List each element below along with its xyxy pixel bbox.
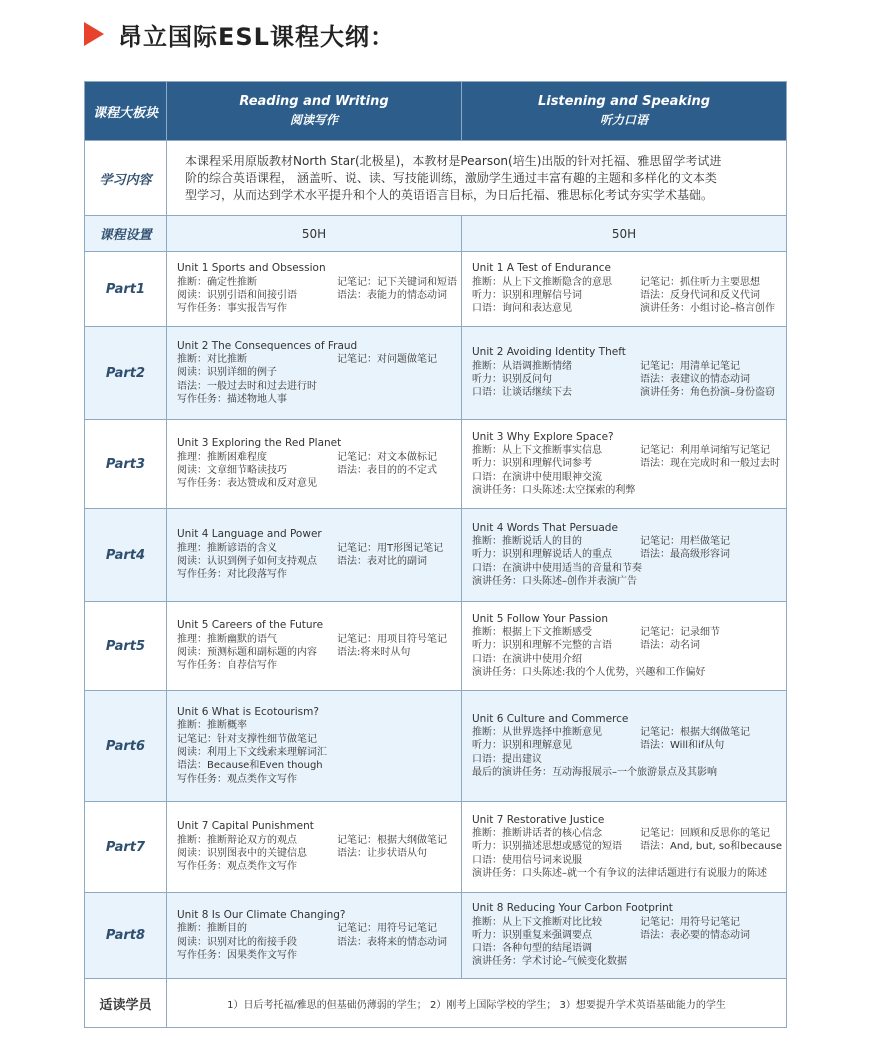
topic-line <box>177 568 455 581</box>
topic-line <box>472 639 780 652</box>
part-row <box>85 691 787 802</box>
part-rw-cell <box>167 691 462 802</box>
topic-right: 语法：Will和if从句 <box>640 740 725 752</box>
part-label: Part8 <box>85 893 167 979</box>
topic-left: 推断：推断辩论双方的观点 <box>177 834 297 846</box>
unit-title: Unit 2 Avoiding Identity Theft <box>472 346 626 359</box>
topic-left: 推断：从上下文推断隐含的意思 <box>472 276 612 288</box>
topic-right: 记笔记：对文本做标记 <box>337 451 437 463</box>
topic-left: 推断：确定性推断 <box>177 276 257 288</box>
topic-left: 阅读：识别引语和间接引语 <box>177 290 297 301</box>
topic-right: 记笔记：根据大纲做笔记 <box>337 834 447 846</box>
topic-left: 推断：推断讲话者的核心信念 <box>472 828 602 840</box>
topic-line <box>177 719 455 732</box>
part-row <box>85 327 787 420</box>
topic-left: 阅读：文章细节略读技巧 <box>177 465 287 476</box>
part-rw-cell <box>167 893 462 979</box>
audience-label: 适读学员 <box>85 979 167 1028</box>
topic-right: 记笔记：根据大纲做笔记 <box>640 727 750 739</box>
topic-left: 推理：推断谚语的含义 <box>177 542 277 554</box>
content-line-1: 本课程采用原版教材North Star(北极星)，本教材是Pearson(培生)出版的针对托福、雅思留学考试进 <box>185 153 722 168</box>
topic-left: 口语：在演讲中使用眼神交流 <box>472 471 602 483</box>
topic-left: 推断：从世界选择中推断意见 <box>472 727 602 739</box>
part-row <box>85 420 787 509</box>
topic-right: 语法：表目的的不定式 <box>337 465 437 476</box>
topic-left: 阅读：识别详细的例子 <box>177 367 277 379</box>
header-row <box>85 82 787 141</box>
topic-right: 语法：最高级形容词 <box>640 549 730 561</box>
topic-line <box>472 289 780 302</box>
part-row <box>85 509 787 602</box>
setup-label: 课程设置 <box>85 216 167 252</box>
topic-left: 阅读：预测标题和副标题的内容 <box>177 647 317 658</box>
part-ls-cell <box>462 420 787 509</box>
topic-left: 推理：推断困难程度 <box>177 451 267 463</box>
topic-left: 推断：推断目的 <box>177 923 247 935</box>
unit-title: Unit 7 Capital Punishment <box>177 820 314 833</box>
topic-left: 演讲任务：口头陈述:我的个人优势，兴趣和工作偏好 <box>472 666 706 678</box>
topic-right: 记笔记：回顾和反思你的笔记 <box>640 828 770 840</box>
topic-line <box>177 366 455 379</box>
topic-left: 语法：一般过去时和过去进行时 <box>177 380 317 392</box>
unit-title: Unit 1 A Test of Endurance <box>472 262 611 275</box>
part-ls-cell <box>462 509 787 602</box>
unit-title: Unit 5 Follow Your Passion <box>472 612 608 625</box>
topic-right: 语法：表能力的情态动词 <box>337 290 447 301</box>
topic-line <box>472 471 780 484</box>
topic-right: 语法:将来时从句 <box>337 647 411 658</box>
setup-rw-hours: 50H <box>167 216 462 252</box>
topic-left: 口语：询问和表达意见 <box>472 303 572 315</box>
topic-line <box>177 860 455 873</box>
content-label: 学习内容 <box>85 141 167 216</box>
topic-line <box>472 373 780 386</box>
topic-line <box>177 633 455 646</box>
part-label: Part4 <box>85 509 167 602</box>
setup-ls-hours: 50H <box>462 216 787 252</box>
part-rw-cell <box>167 327 462 420</box>
topic-left: 推断：从上下文推断事实信息 <box>472 445 602 457</box>
topic-left: 记笔记：针对支撑性细节做笔记 <box>177 733 317 745</box>
content-line-2: 阶的综合英语课程， 涵盖听、说、读、写技能训练，激励学生通过丰富有趣的主题和多样化的文本类 <box>185 170 717 185</box>
content-line-3: 型学习，从而达到学术水平提升和个人的英语语言目标，为日后托福、雅思标化考试夯实学术基础。 <box>185 187 714 202</box>
topic-line <box>472 666 780 679</box>
topic-left: 写作任务：表达赞成和反对意见 <box>177 478 317 490</box>
header-rw <box>167 82 462 141</box>
topic-left: 写作任务：对比段落写作 <box>177 569 287 581</box>
part-label: Part7 <box>85 802 167 893</box>
topic-line <box>177 464 455 477</box>
topic-line <box>177 834 455 847</box>
part-rw-cell <box>167 509 462 602</box>
unit-title: Unit 3 Exploring the Red Planet <box>177 437 342 450</box>
topic-right: 记笔记：抓住听力主要思想 <box>640 276 760 288</box>
topic-line <box>177 451 455 464</box>
topic-line <box>177 659 455 672</box>
unit-title: Unit 8 Reducing Your Carbon Footprint <box>472 902 673 915</box>
topic-line <box>177 289 455 302</box>
header-ls-en: Listening and Speaking <box>537 94 711 109</box>
topic-left: 口语：让谈话继续下去 <box>472 387 572 399</box>
page-title: 昂立国际ESL课程大纲： <box>118 22 395 51</box>
topic-right: 记笔记：用栏做笔记 <box>640 536 730 548</box>
topic-line <box>177 542 455 555</box>
topic-right: 语法：表对比的副词 <box>337 556 427 567</box>
header-rw-zh: 阅读写作 <box>289 113 338 127</box>
unit-title: Unit 1 Sports and Obsession <box>177 262 326 275</box>
topic-right: 记笔记：用T形图记笔记 <box>337 542 444 554</box>
topic-right: 记笔记：用项目符号笔记 <box>337 633 447 645</box>
topic-line <box>472 827 780 840</box>
topic-left: 推理：推断幽默的语气 <box>177 633 277 645</box>
topic-right: 语法：And, but, so和because <box>640 841 783 853</box>
topic-line <box>472 360 780 373</box>
syllabus-table <box>84 81 787 1028</box>
topic-left: 推断：从语调推断情绪 <box>472 360 572 372</box>
topic-line <box>472 562 780 575</box>
setup-row <box>85 216 787 252</box>
topic-line <box>472 766 780 779</box>
topic-right: 语法：反身代词和反义代词 <box>640 290 760 301</box>
topic-line <box>472 535 780 548</box>
topic-left: 听力：识别和理解不完整的言语 <box>472 640 612 652</box>
topic-line <box>177 847 455 860</box>
topic-left: 写作任务：描述物地人事 <box>177 393 287 405</box>
topic-right: 语法：表建议的情态动词 <box>640 374 750 385</box>
part-ls-cell <box>462 602 787 691</box>
topic-left: 口语：使用信号词来说服 <box>472 854 582 866</box>
topic-left: 听力：识别反问句 <box>472 374 552 385</box>
part-label: Part1 <box>85 252 167 327</box>
part-row <box>85 802 787 893</box>
header-col1: 课程大板块 <box>85 82 167 141</box>
part-row <box>85 893 787 979</box>
topic-line <box>472 484 780 497</box>
topic-line <box>472 854 780 867</box>
topic-left: 写作任务：事实报告写作 <box>177 303 287 315</box>
topic-left: 口语：提出建议 <box>472 753 542 765</box>
part-label: Part6 <box>85 691 167 802</box>
topic-left: 推断：根据上下文推断感受 <box>472 627 592 639</box>
part-row <box>85 252 787 327</box>
topic-left: 写作任务：观点类作文写作 <box>177 861 297 873</box>
topic-left: 演讲任务：学术讨论–气候变化数据 <box>472 956 627 968</box>
topic-line <box>472 867 780 880</box>
topic-left: 听力：识别和理解说话人的重点 <box>472 549 612 561</box>
topic-left: 口语：在演讲中使用介绍 <box>472 653 582 665</box>
unit-title: Unit 6 Culture and Commerce <box>472 712 629 725</box>
unit-title: Unit 5 Careers of the Future <box>177 619 324 632</box>
topic-right: 语法：表将来的情态动词 <box>337 936 447 948</box>
topic-right: 记笔记：记下关键词和短语 <box>337 276 457 288</box>
audience-row <box>85 979 787 1028</box>
topic-line <box>472 653 780 666</box>
topic-left: 推断：对比推断 <box>177 354 247 366</box>
topic-line <box>472 386 780 399</box>
audience-text: 1）日后考托福/雅思的但基础仍薄弱的学生； 2）刚考上国际学校的学生； 3）想要提升学术英语基础能力的学生 <box>167 979 787 1028</box>
topic-right: 语法：让步状语从句 <box>337 848 427 859</box>
part-rw-cell <box>167 802 462 893</box>
topic-left: 演讲任务：口头陈述:太空探索的利弊 <box>472 484 636 496</box>
topic-right: 记笔记：对问题做笔记 <box>337 354 437 366</box>
topic-line <box>472 840 783 853</box>
unit-title: Unit 6 What is Ecotourism? <box>177 706 319 719</box>
topic-left: 口语：在演讲中使用适当的音量和节奏 <box>472 562 642 574</box>
part-ls-cell <box>462 893 787 979</box>
topic-line <box>177 922 455 935</box>
topic-right: 记笔记：记录细节 <box>640 627 720 639</box>
part-ls-cell <box>462 802 787 893</box>
unit-title: Unit 4 Language and Power <box>177 528 322 541</box>
content-row <box>85 141 787 216</box>
topic-left: 最后的演讲任务：互动海报展示–一个旅游景点及其影响 <box>472 766 717 778</box>
topic-left: 听力：识别和理解代词参考 <box>472 458 592 470</box>
topic-left: 阅读：利用上下文线索来理解词汇 <box>177 747 327 758</box>
topic-left: 阅读：识别图表中的关键信息 <box>177 848 307 859</box>
topic-right: 记笔记：利用单词缩写记笔记 <box>640 445 770 457</box>
topic-line <box>472 276 780 289</box>
header-ls <box>462 82 787 141</box>
part-rw-cell <box>167 602 462 691</box>
topic-left: 听力：识别描述思想或感觉的短语 <box>472 841 622 853</box>
topic-line <box>472 726 780 739</box>
topic-line <box>177 380 455 393</box>
topic-left: 语法：Because和Even though <box>177 760 323 772</box>
topic-line <box>177 477 455 490</box>
topic-line <box>472 955 780 968</box>
topic-line <box>177 949 455 962</box>
unit-title: Unit 2 The Consequences of Fraud <box>177 339 358 352</box>
unit-title: Unit 3 Why Explore Space? <box>472 430 614 443</box>
topic-line <box>177 759 455 772</box>
topic-right: 语法：动名词 <box>640 640 700 652</box>
topic-line <box>177 555 455 568</box>
topic-right: 语法：现在完成时和一般过去时 <box>640 458 780 470</box>
topic-line <box>177 276 455 289</box>
topic-line <box>177 746 455 759</box>
topic-line <box>177 733 455 746</box>
topic-right: 演讲任务：小组讨论–格言创作 <box>640 303 775 315</box>
part-label: Part3 <box>85 420 167 509</box>
header-rw-en: Reading and Writing <box>239 94 389 109</box>
unit-title: Unit 7 Restorative Justice <box>472 813 605 826</box>
topic-line <box>472 444 780 457</box>
topic-line <box>177 773 455 786</box>
topic-line <box>472 739 780 752</box>
topic-left: 阅读：识别对比的衔接手段 <box>177 936 297 948</box>
content-desc <box>167 141 787 216</box>
topic-line <box>177 646 455 659</box>
topic-right: 记笔记：用清单记笔记 <box>640 360 740 372</box>
topic-line <box>472 942 780 955</box>
topic-line <box>472 457 780 470</box>
topic-left: 演讲任务：口头陈述–就一个有争议的法律话题进行有说服力的陈述 <box>472 867 767 879</box>
topic-line <box>472 302 780 315</box>
topic-left: 写作任务：自荐信写作 <box>177 660 277 672</box>
topic-left: 听力：识别和理解意见 <box>472 740 572 752</box>
topic-line <box>177 393 455 406</box>
topic-line <box>472 753 780 766</box>
topic-line <box>177 353 455 366</box>
topic-line <box>177 302 455 315</box>
topic-left: 阅读：认识到例子如何支持观点 <box>177 556 317 567</box>
unit-title: Unit 4 Words That Persuade <box>472 521 618 534</box>
part-ls-cell <box>462 252 787 327</box>
topic-right: 演讲任务：角色扮演–身份盗窃 <box>640 387 775 399</box>
topic-line <box>472 575 780 588</box>
part-row <box>85 602 787 691</box>
topic-left: 写作任务：观点类作文写作 <box>177 773 297 785</box>
topic-line <box>472 929 780 942</box>
title-row <box>84 14 395 54</box>
topic-left: 写作任务：因果类作文写作 <box>177 949 297 961</box>
topic-line <box>177 936 455 949</box>
triangle-icon <box>84 22 104 46</box>
unit-title: Unit 8 Is Our Climate Changing? <box>177 908 346 921</box>
part-label: Part2 <box>85 327 167 420</box>
topic-line <box>472 626 780 639</box>
part-ls-cell <box>462 327 787 420</box>
topic-left: 听力：识别重复来强调要点 <box>472 929 592 941</box>
topic-left: 听力：识别和理解信号词 <box>472 290 582 301</box>
topic-left: 口语：各种句型的结尾语调 <box>472 943 592 955</box>
part-label: Part5 <box>85 602 167 691</box>
part-rw-cell <box>167 420 462 509</box>
part-ls-cell <box>462 691 787 802</box>
topic-line <box>472 916 780 929</box>
topic-left: 演讲任务：口头陈述–创作并表演广告 <box>472 575 637 587</box>
topic-line <box>472 548 780 561</box>
topic-right: 语法：表必要的情态动词 <box>640 929 750 941</box>
topic-left: 推断：从上下文推断对比比较 <box>472 916 602 928</box>
topic-left: 推断：推断说话人的目的 <box>472 536 582 548</box>
part-rw-cell <box>167 252 462 327</box>
topic-left: 推断：推断概率 <box>177 720 247 732</box>
topic-right: 记笔记：用符号记笔记 <box>337 923 437 935</box>
header-ls-zh: 听力口语 <box>599 113 648 127</box>
topic-right: 记笔记：用符号记笔记 <box>640 916 740 928</box>
